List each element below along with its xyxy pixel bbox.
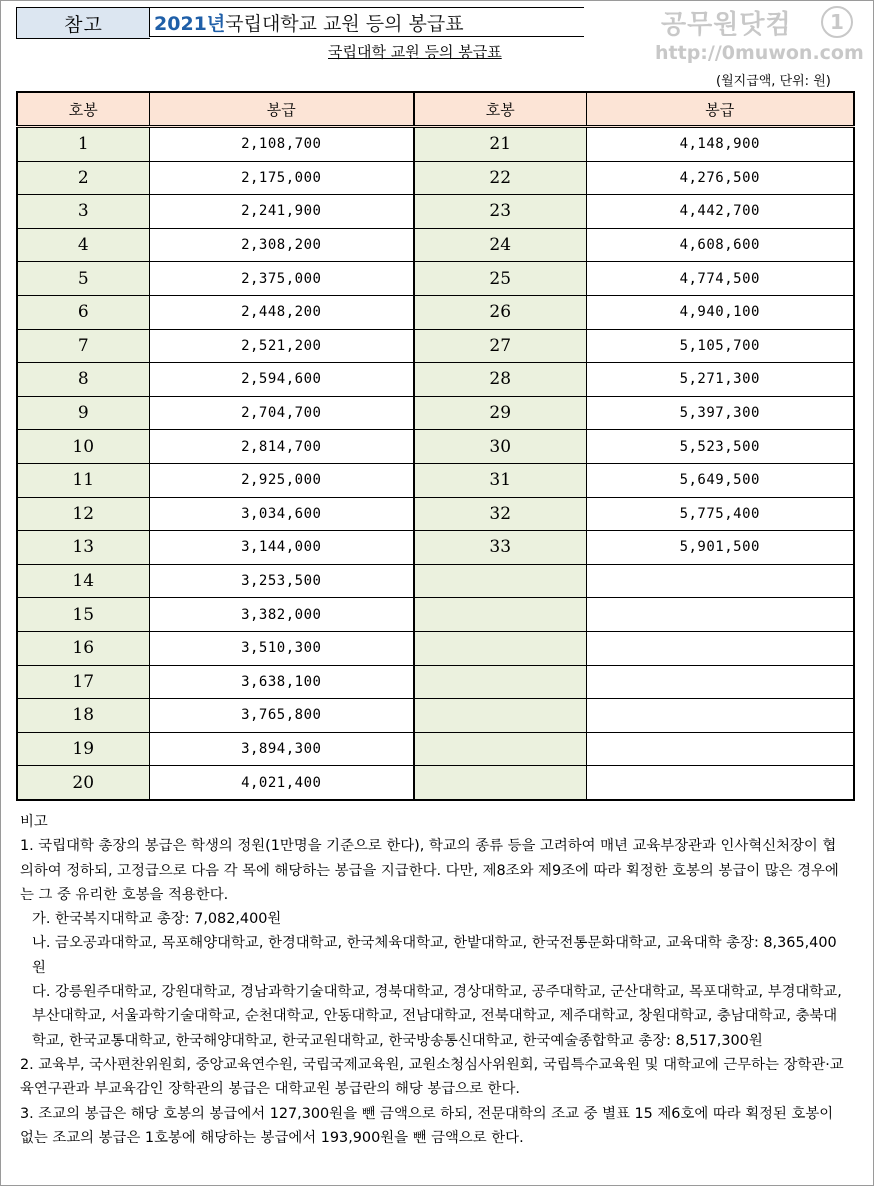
step-cell: 6	[17, 295, 149, 329]
pay-cell: 5,271,300	[586, 363, 854, 397]
step-cell: 13	[17, 531, 149, 565]
salary-table	[16, 91, 855, 801]
step-cell: 30	[414, 430, 586, 464]
pay-cell: 2,375,000	[149, 262, 414, 296]
pay-cell: 4,148,900	[586, 127, 854, 162]
pay-cell: 5,775,400	[586, 497, 854, 531]
pay-cell: 3,765,800	[149, 699, 414, 733]
table-row	[17, 699, 854, 733]
logo-circle-icon: 1	[821, 6, 853, 38]
pay-cell	[586, 564, 854, 598]
pay-cell	[586, 766, 854, 800]
pay-cell	[586, 631, 854, 665]
step-cell: 14	[17, 564, 149, 598]
step-cell: 8	[17, 363, 149, 397]
step-cell: 26	[414, 295, 586, 329]
pay-cell: 5,901,500	[586, 531, 854, 565]
pay-cell: 5,397,300	[586, 396, 854, 430]
step-cell: 21	[414, 127, 586, 162]
step-cell	[414, 766, 586, 800]
note-1-b: 나. 금오공과대학교, 목포해양대학교, 한경대학교, 한국체육대학교, 한밭대학교, 한국전통문화대학교, 교육대학 총장: 8,365,400원	[32, 935, 837, 976]
note-1: 1. 국립대학 총장의 봉급은 학생의 정원(1만명을 기준으로 한다), 학교의 종류 등을 고려하여 매년 교육부장관과 인사혁신처장이 협의하여 정하되, 고정급으로 다음 각 목에 해당하는 봉급을 지급한다. 다만, 제8조와 제9조에 따라 획정한 호봉의 봉급이 많은 경우에는 그 중 유리한 호봉을 적용한다.	[20, 838, 839, 903]
step-cell: 23	[414, 195, 586, 229]
step-cell	[414, 631, 586, 665]
step-cell	[414, 598, 586, 632]
step-cell: 29	[414, 396, 586, 430]
step-cell: 1	[17, 127, 149, 162]
table-row	[17, 195, 854, 229]
site-logo	[655, 4, 865, 70]
step-cell: 12	[17, 497, 149, 531]
step-cell: 11	[17, 463, 149, 497]
step-cell: 3	[17, 195, 149, 229]
table-body	[17, 127, 854, 800]
table-row	[17, 329, 854, 363]
pay-cell: 2,521,200	[149, 329, 414, 363]
pay-cell: 2,448,200	[149, 295, 414, 329]
header-step-left: 호봉	[17, 92, 149, 127]
pay-cell	[586, 665, 854, 699]
step-cell: 20	[17, 766, 149, 800]
pay-cell: 2,308,200	[149, 228, 414, 262]
pay-cell: 2,175,000	[149, 161, 414, 195]
step-cell: 24	[414, 228, 586, 262]
step-cell: 22	[414, 161, 586, 195]
note-3: 3. 조교의 봉급은 해당 호봉의 봉급에서 127,300원을 뺀 금액으로 하되, 전문대학의 조교 중 별표 15 제6호에 따라 획정된 호봉이 없는 조교의 봉급은 1호봉에 해당하는 봉급에서 193,900원을 뺀 금액으로 한다.	[20, 1105, 834, 1146]
step-cell	[414, 665, 586, 699]
table-row	[17, 262, 854, 296]
pay-cell: 2,704,700	[149, 396, 414, 430]
pay-cell: 5,523,500	[586, 430, 854, 464]
pay-cell: 2,241,900	[149, 195, 414, 229]
pay-cell: 2,925,000	[149, 463, 414, 497]
step-cell: 15	[17, 598, 149, 632]
table-row	[17, 732, 854, 766]
step-cell	[414, 699, 586, 733]
step-cell: 33	[414, 531, 586, 565]
pay-cell: 4,608,600	[586, 228, 854, 262]
pay-cell: 2,108,700	[149, 127, 414, 162]
table-row	[17, 463, 854, 497]
step-cell: 4	[17, 228, 149, 262]
table-row	[17, 228, 854, 262]
pay-cell: 5,105,700	[586, 329, 854, 363]
table-row	[17, 295, 854, 329]
table-row	[17, 396, 854, 430]
header-pay-left: 봉급	[149, 92, 414, 127]
notes-heading: 비고	[20, 814, 48, 830]
step-cell: 28	[414, 363, 586, 397]
title-text: 국립대학교 교원 등의 봉급표	[225, 12, 464, 35]
pay-cell	[586, 598, 854, 632]
pay-cell: 3,510,300	[149, 631, 414, 665]
step-cell: 17	[17, 665, 149, 699]
step-cell: 31	[414, 463, 586, 497]
pay-cell: 3,034,600	[149, 497, 414, 531]
step-cell: 27	[414, 329, 586, 363]
logo-url: http://0muwon.com	[655, 42, 864, 64]
table-header-row	[17, 92, 854, 127]
table-row	[17, 430, 854, 464]
pay-cell: 2,594,600	[149, 363, 414, 397]
pay-cell: 3,638,100	[149, 665, 414, 699]
pay-cell: 3,253,500	[149, 564, 414, 598]
pay-cell: 4,276,500	[586, 161, 854, 195]
notes-section	[20, 810, 850, 1150]
pay-cell: 3,894,300	[149, 732, 414, 766]
pay-cell	[586, 732, 854, 766]
title-year: 2021년	[154, 12, 226, 35]
pay-cell: 4,774,500	[586, 262, 854, 296]
table-row	[17, 564, 854, 598]
pay-cell: 5,649,500	[586, 463, 854, 497]
note-1-c: 다. 강릉원주대학교, 강원대학교, 경남과학기술대학교, 경북대학교, 경상대학교, 공주대학교, 군산대학교, 목포대학교, 부경대학교, 부산대학교, 서울과학기술대학교, 순천대학교, 안동대학교, 전남대학교, 전북대학교, 제주대학교, 창원대학교, 충남대학교, 충북대학교, 한국교통대학교, 한국해양대학교, 한국교원대학교, 한국방송통신대학교, 한국예술종합학교 총장: 8,517,300원	[32, 984, 842, 1049]
step-cell: 25	[414, 262, 586, 296]
step-cell: 10	[17, 430, 149, 464]
step-cell	[414, 564, 586, 598]
step-cell: 2	[17, 161, 149, 195]
pay-cell	[586, 699, 854, 733]
step-cell: 7	[17, 329, 149, 363]
table-row	[17, 497, 854, 531]
table-row	[17, 631, 854, 665]
pay-cell: 4,021,400	[149, 766, 414, 800]
step-cell: 16	[17, 631, 149, 665]
table-row	[17, 363, 854, 397]
table-subtitle: 국립대학 교원 등의 봉급표	[328, 43, 502, 61]
step-cell: 9	[17, 396, 149, 430]
page-title	[149, 7, 584, 37]
table-row	[17, 598, 854, 632]
step-cell: 19	[17, 732, 149, 766]
pay-cell: 3,382,000	[149, 598, 414, 632]
note-1-a: 가. 한국복지대학교 총장: 7,082,400원	[32, 911, 282, 928]
pay-cell: 3,144,000	[149, 531, 414, 565]
step-cell	[414, 732, 586, 766]
table-row	[17, 665, 854, 699]
header-step-right: 호봉	[414, 92, 586, 127]
table-row	[17, 161, 854, 195]
step-cell: 5	[17, 262, 149, 296]
table-row	[17, 531, 854, 565]
header-pay-right: 봉급	[586, 92, 854, 127]
table-row	[17, 766, 854, 800]
step-cell: 32	[414, 497, 586, 531]
pay-cell: 4,940,100	[586, 295, 854, 329]
step-cell: 18	[17, 699, 149, 733]
note-2: 2. 교육부, 국사편찬위원회, 중앙교육연수원, 국립국제교육원, 교원소청심사위원회, 국립특수교육원 및 대학교에 근무하는 장학관·교육연구관과 부교육감인 장학관의 봉급은 대학교원 봉급란의 해당 봉급으로 한다.	[20, 1056, 844, 1098]
pay-cell: 4,442,700	[586, 195, 854, 229]
reference-tag: 참고	[16, 7, 150, 39]
table-row	[17, 127, 854, 162]
logo-name: 공무원닷컴	[661, 10, 792, 40]
unit-note: (월지급액, 단위: 원)	[716, 74, 831, 89]
pay-cell: 2,814,700	[149, 430, 414, 464]
